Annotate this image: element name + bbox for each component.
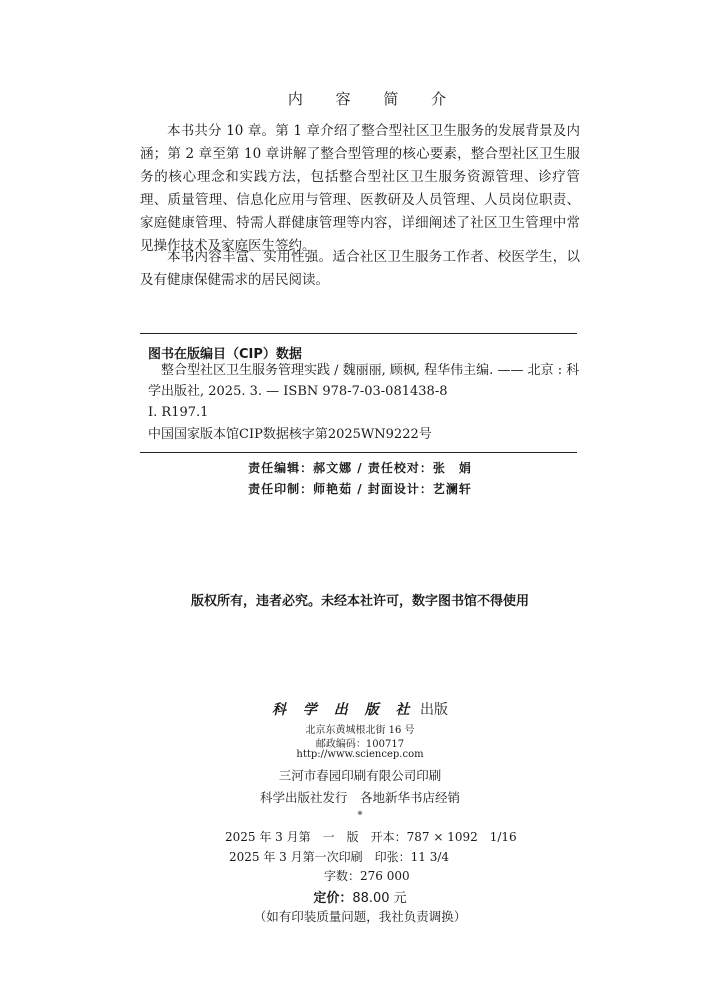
distribution-line: 科学出版社发行 各地新华书店经销 xyxy=(259,790,460,805)
publisher-suffix: 出版 xyxy=(419,702,448,718)
edition-line: 2025 年 3 月第 一 版 开本：787 × 1092 1/16 xyxy=(225,830,517,844)
publisher-address: 北京东黄城根北街 16 号 xyxy=(305,725,415,736)
printing-line: 2025 年 3 月第一次印刷 印张：11 3/4 xyxy=(229,850,450,864)
publisher-logo-text: 科 学 出 版 社 xyxy=(272,702,416,718)
cip-entry-line2: 学出版社, 2025. 3. — ISBN 978-7-03-081438-8 xyxy=(148,384,448,399)
word-count: 字数：276 000 xyxy=(324,869,410,883)
price-value: 88.00 元 xyxy=(352,891,407,906)
price-label: 定价： xyxy=(313,891,353,906)
quality-note: （如有印装质量问题，我社负责调换） xyxy=(253,909,467,924)
cip-heading: 图书在版编目（CIP）数据 xyxy=(148,347,302,362)
publisher-postcode: 邮政编码：100717 xyxy=(315,739,405,750)
cip-record-number: 中国国家版本馆CIP数据核字第2025WN9222号 xyxy=(148,427,432,442)
summary-paragraph-1: 本书共分 10 章。第 1 章介绍了整合型社区卫生服务的发展背景及内涵；第 2 章至第 10 章讲解了整合型管理的核心要素，整合型社区卫生服务的核心理念和实践方法，包括整合型社区卫生服务资源管理、诊疗管理、质量管理、信息化应用与管理、医教研及人员管理、人员岗位职责、家庭健康管理、特需人群健康管理等内容，详细阐述了社区卫生管理中常见操作技术及家庭医生签约。 xyxy=(140,123,580,254)
cip-bottom-rule xyxy=(140,452,577,453)
staff-line-production: 责任印制：师艳茹 / 封面设计：艺澜轩 xyxy=(248,482,472,496)
separator-asterisk: * xyxy=(357,810,363,821)
staff-line-editors: 责任编辑：郝文娜 / 责任校对：张 娟 xyxy=(248,461,472,475)
publisher-line xyxy=(0,699,720,719)
cip-entry-line1: 整合型社区卫生服务管理实践 / 魏丽丽, 顾枫, 程华伟主编. —— 北京 : 科 xyxy=(161,363,580,378)
copyright-notice: 版权所有，违者必究。未经本社许可，数字图书馆不得使用 xyxy=(190,594,529,609)
cip-classification: Ⅰ. R197.1 xyxy=(148,405,209,420)
publisher-website: http://www.sciencep.com xyxy=(296,749,424,760)
summary-paragraph-2: 本书内容丰富、实用性强。适合社区卫生服务工作者、校医学生，以及有健康保健需求的居民阅读。 xyxy=(140,249,580,288)
cip-top-rule xyxy=(140,333,577,334)
price-line xyxy=(0,887,720,906)
page-title: 内 容 简 介 xyxy=(287,90,461,108)
printer-line: 三河市春园印刷有限公司印刷 xyxy=(278,768,442,783)
